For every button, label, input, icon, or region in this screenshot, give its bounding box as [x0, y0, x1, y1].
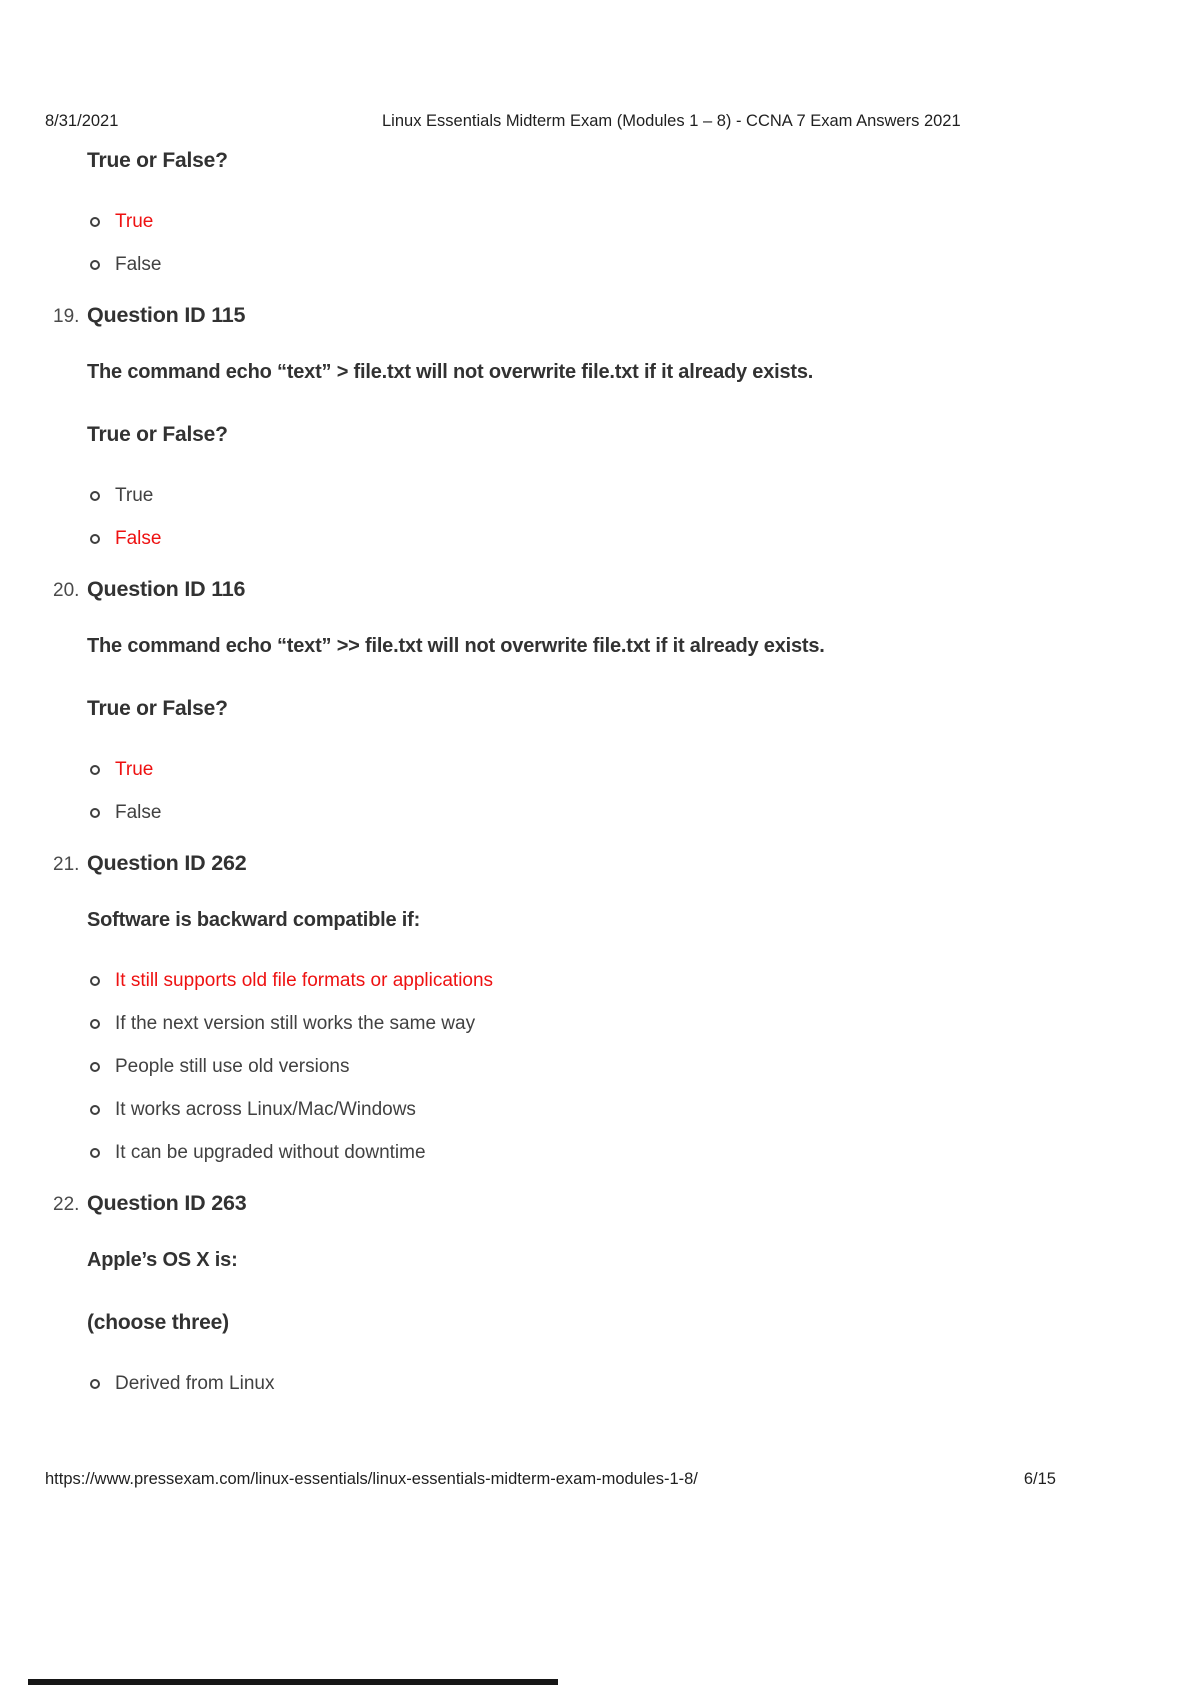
option-label: Derived from Linux	[115, 1373, 275, 1394]
question-prompt: True or False?	[87, 697, 228, 720]
question-title: Question ID 115	[87, 303, 246, 327]
options-list	[87, 483, 1131, 552]
option-label: If the next version still works the same way	[115, 1013, 476, 1034]
option-label: True	[115, 485, 154, 506]
option-label: False	[115, 802, 162, 823]
print-footer	[45, 1470, 1146, 1492]
options-list	[87, 968, 1131, 1166]
question-prompt: True or False?	[87, 423, 228, 446]
radio-bullet-icon	[90, 491, 100, 501]
footer-url: https://www.pressexam.com/linux-essentials/linux-essentials-midterm-exam-modules-1-8/	[45, 1470, 698, 1488]
option-item	[87, 968, 1131, 994]
footer-page-number: 6/15	[1023, 1470, 1056, 1488]
question-prompt: True or False?	[87, 149, 228, 172]
question-block	[53, 848, 1131, 1166]
radio-bullet-icon	[90, 260, 100, 270]
question-block	[53, 574, 1131, 826]
option-item	[87, 209, 1131, 235]
question-statement: Apple’s OS X is:	[87, 1249, 238, 1271]
option-label: People still use old versions	[115, 1056, 350, 1077]
radio-bullet-icon	[90, 1062, 100, 1072]
question-number: 20.	[53, 580, 80, 601]
question-number: 19.	[53, 306, 80, 327]
radio-bullet-icon	[90, 1105, 100, 1115]
radio-bullet-icon	[90, 765, 100, 775]
option-label: True	[115, 211, 154, 232]
option-label: It works across Linux/Mac/Windows	[115, 1099, 416, 1120]
option-label: It still supports old file formats or applications	[115, 970, 494, 991]
next-page-edge	[28, 1679, 558, 1685]
radio-bullet-icon	[90, 217, 100, 227]
radio-bullet-icon	[90, 1148, 100, 1158]
option-label: It can be upgraded without downtime	[115, 1142, 426, 1163]
option-item	[87, 483, 1131, 509]
question-title: Question ID 263	[87, 1191, 247, 1215]
options-list	[87, 757, 1131, 826]
question-prompt: (choose three)	[87, 1311, 229, 1334]
radio-bullet-icon	[90, 808, 100, 818]
exam-content	[53, 146, 1131, 1419]
option-item	[87, 252, 1131, 278]
question-block	[53, 300, 1131, 552]
header-date: 8/31/2021	[45, 112, 119, 130]
options-list	[87, 1371, 1131, 1397]
option-item	[87, 1097, 1131, 1123]
question-title: Question ID 116	[87, 577, 246, 601]
option-label: False	[115, 254, 162, 275]
radio-bullet-icon	[90, 1019, 100, 1029]
question-statement: The command echo “text” > file.txt will not overwrite file.txt if it already exists.	[87, 361, 814, 383]
question-heading	[53, 848, 1131, 880]
option-item	[87, 526, 1131, 552]
radio-bullet-icon	[90, 1379, 100, 1389]
question-title: Question ID 262	[87, 851, 247, 875]
question-block	[53, 1188, 1131, 1397]
option-label: False	[115, 528, 162, 549]
radio-bullet-icon	[90, 976, 100, 986]
option-item	[87, 1011, 1131, 1037]
option-item	[87, 1140, 1131, 1166]
option-item	[87, 800, 1131, 826]
radio-bullet-icon	[90, 534, 100, 544]
options-list	[87, 209, 1131, 278]
option-item	[87, 757, 1131, 783]
question-number: 22.	[53, 1194, 80, 1215]
question-heading	[53, 1188, 1131, 1220]
option-item	[87, 1054, 1131, 1080]
question-heading	[53, 574, 1131, 606]
question-number: 21.	[53, 854, 80, 875]
header-title: Linux Essentials Midterm Exam (Modules 1 – 8) - CCNA 7 Exam Answers 2021	[382, 112, 961, 130]
question-statement: The command echo “text” >> file.txt will not overwrite file.txt if it already exists.	[87, 635, 825, 657]
option-label: True	[115, 759, 154, 780]
option-item	[87, 1371, 1131, 1397]
question-heading	[53, 300, 1131, 332]
question-statement: Software is backward compatible if:	[87, 909, 421, 931]
print-header	[45, 112, 1146, 134]
